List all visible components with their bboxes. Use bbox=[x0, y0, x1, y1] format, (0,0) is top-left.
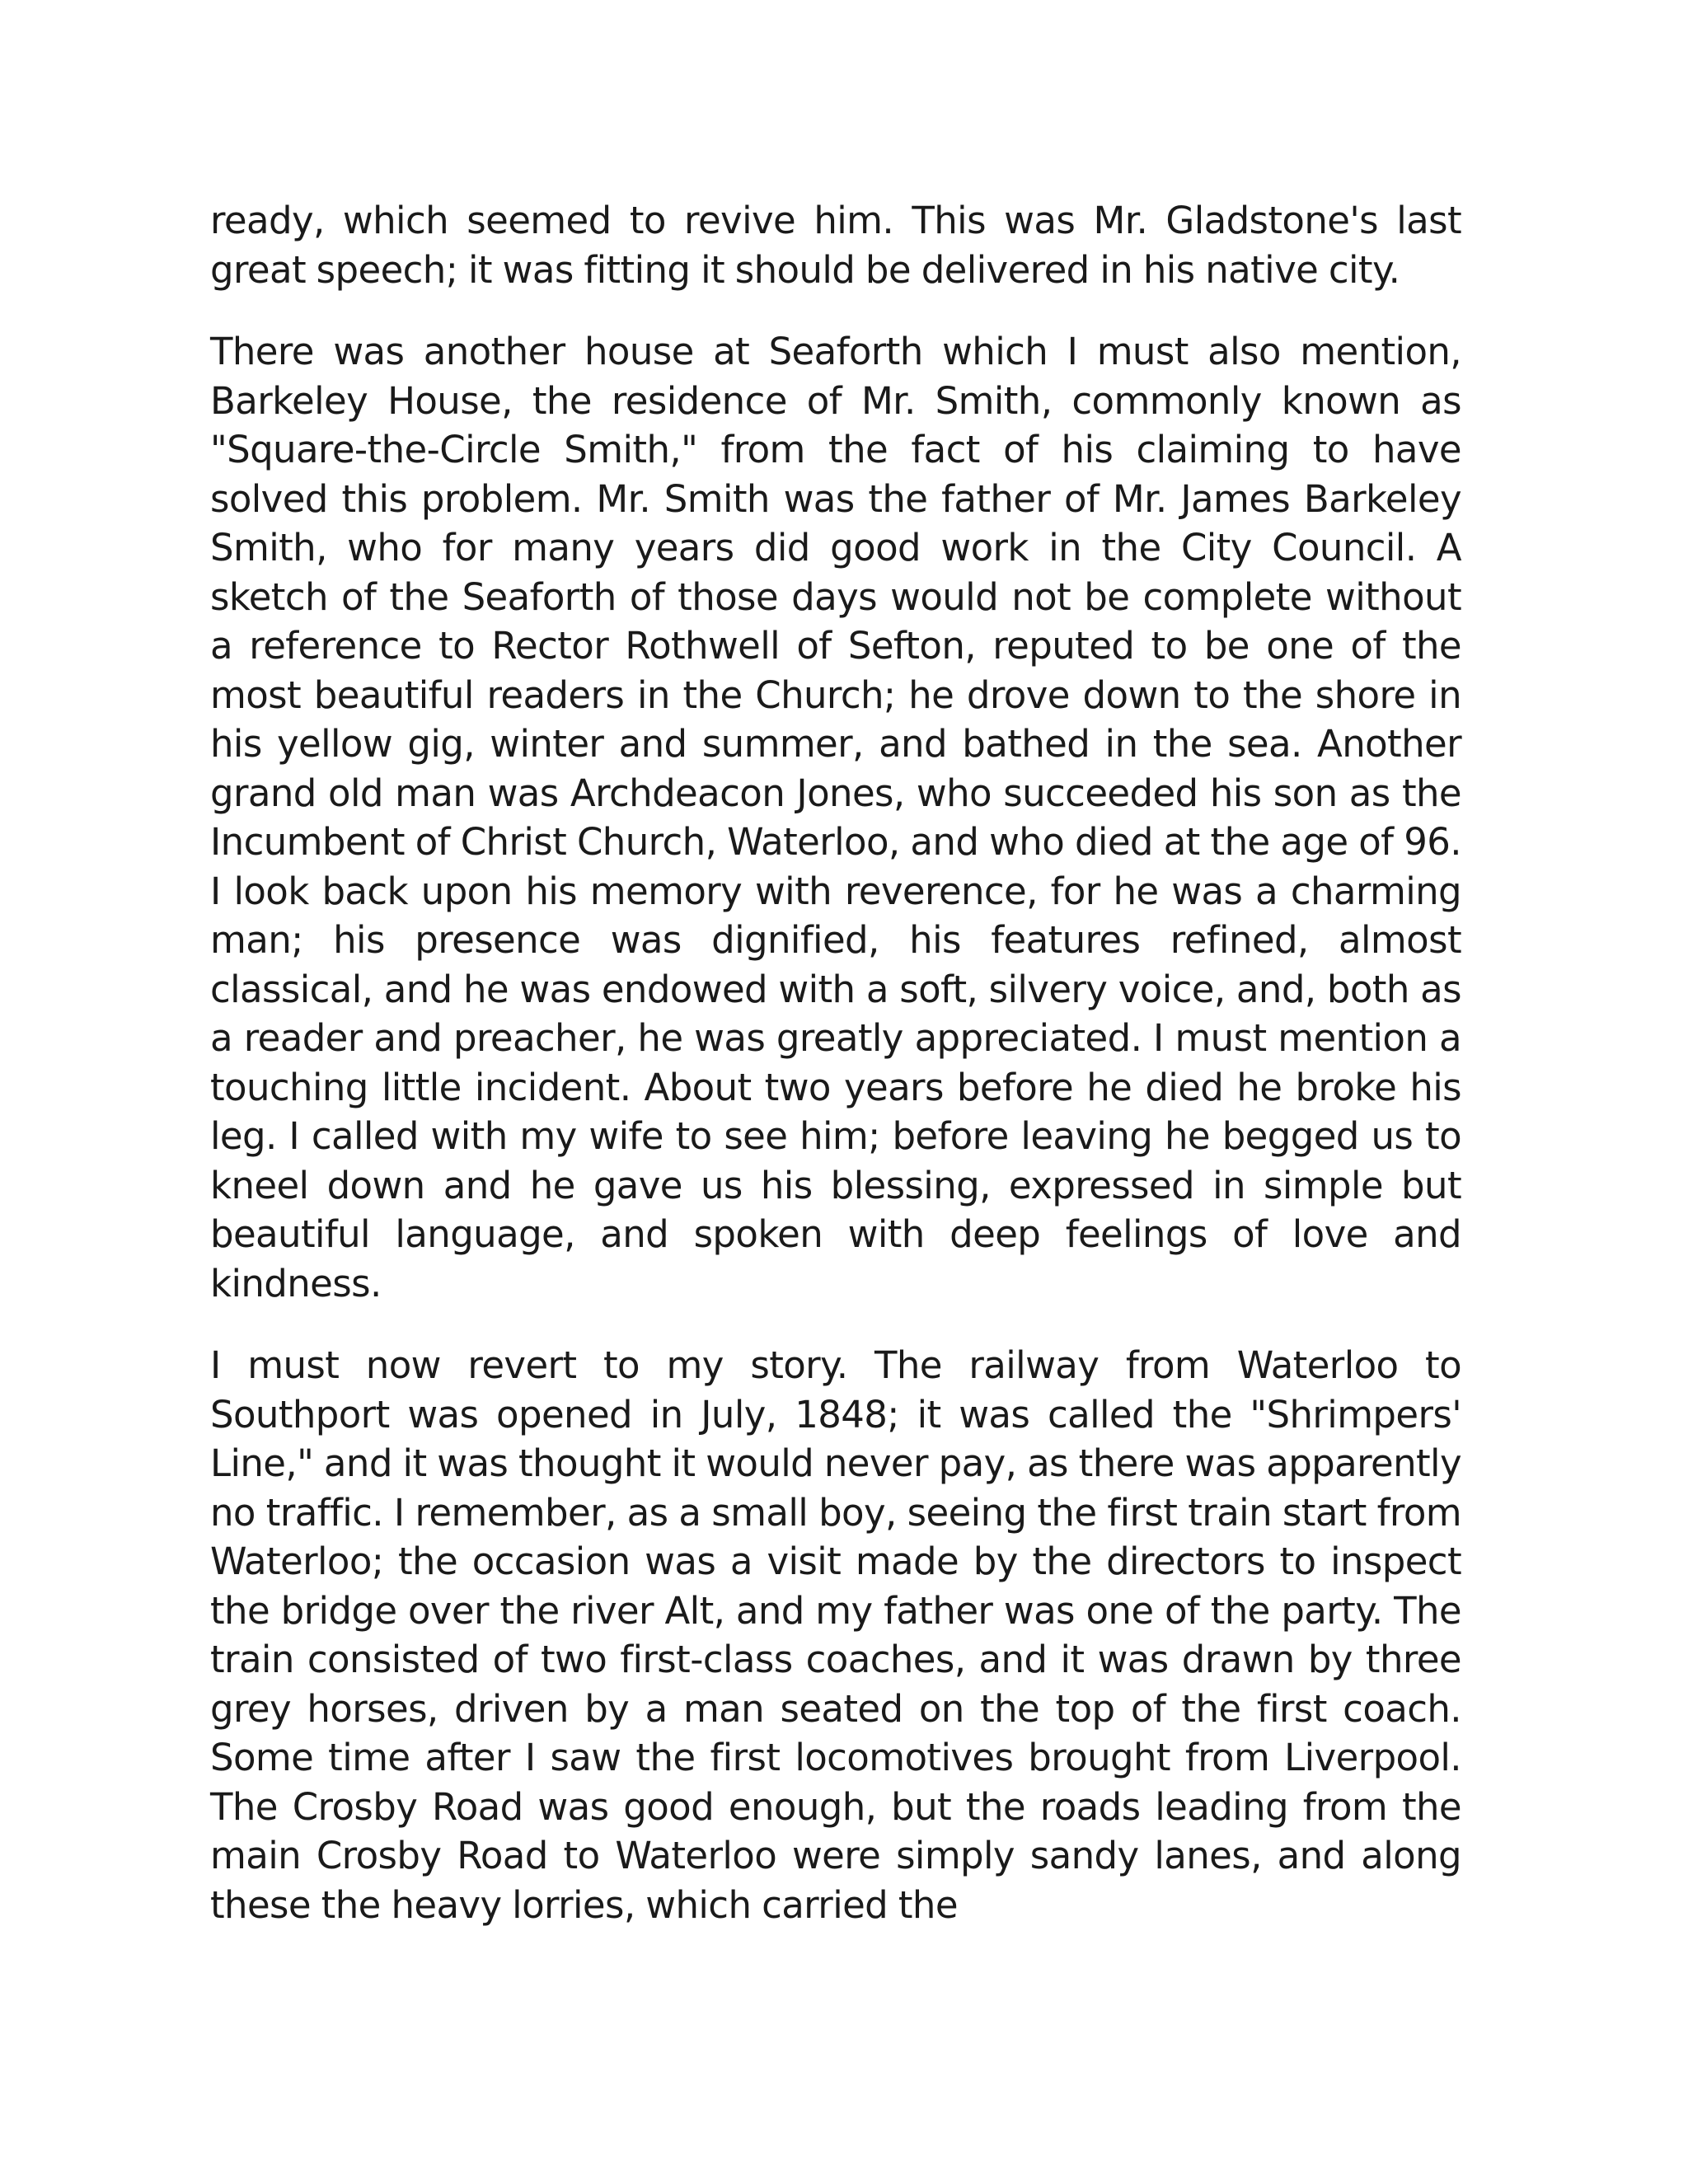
paragraph-2: There was another house at Seaforth which I must also mention, Barkeley House, the residence of Mr. Smith, commonly known as "Square-the-Circle Smith," from the fact of his claiming to have solved this problem. Mr. Smith was the father of Mr. James Barkeley Smith, who for many years did good work in the City Council. A sketch of the Seaforth of those days would not be complete without a reference to Rector Rothwell of Sefton, reputed to be one of the most beautiful readers in the Church; he drove down to the shore in his yellow gig, winter and summer, and bathed in the sea. Another grand old man was Archdeacon Jones, who succeeded his son as the Incumbent of Christ Church, Waterloo, and who died at the age of 96. I look back upon his memory with reverence, for he was a charming man; his presence was dignified, his features refined, almost classical, and he was endowed with a soft, silvery voice, and, both as a reader and preacher, he was greatly appreciated. I must mention a touching little incident. About two years before he died he broke his leg. I called with my wife to see him; before leaving he begged us to kneel down and he gave us his blessing, expressed in simple but beautiful language, and spoken with deep feelings of love and kindness. bbox=[210, 330, 1461, 1305]
paragraph-3: I must now revert to my story. The railway from Waterloo to Southport was opened in July, 1848; it was called the "Shrimpers' Line," and it was thought it would never pay, as there was apparently no traffic. I remember, as a small boy, seeing the first train start from Waterloo; the occasion was a visit made by the directors to inspect the bridge over the river Alt, and my father was one of the party. The train consisted of two first-class coaches, and it was drawn by three grey horses, driven by a man seated on the top of the first coach. Some time after I saw the first locomotives brought from Liverpool. The Crosby Road was good enough, but the roads leading from the main Crosby Road to Waterloo were simply sandy lanes, and along these the heavy lorries, which carried the bbox=[210, 1343, 1461, 1927]
paragraph-1: ready, which seemed to revive him. This was Mr. Gladstone's last great speech; it was fitting it should be delivered in his native city. bbox=[210, 199, 1461, 292]
body-text bbox=[210, 196, 1461, 1929]
